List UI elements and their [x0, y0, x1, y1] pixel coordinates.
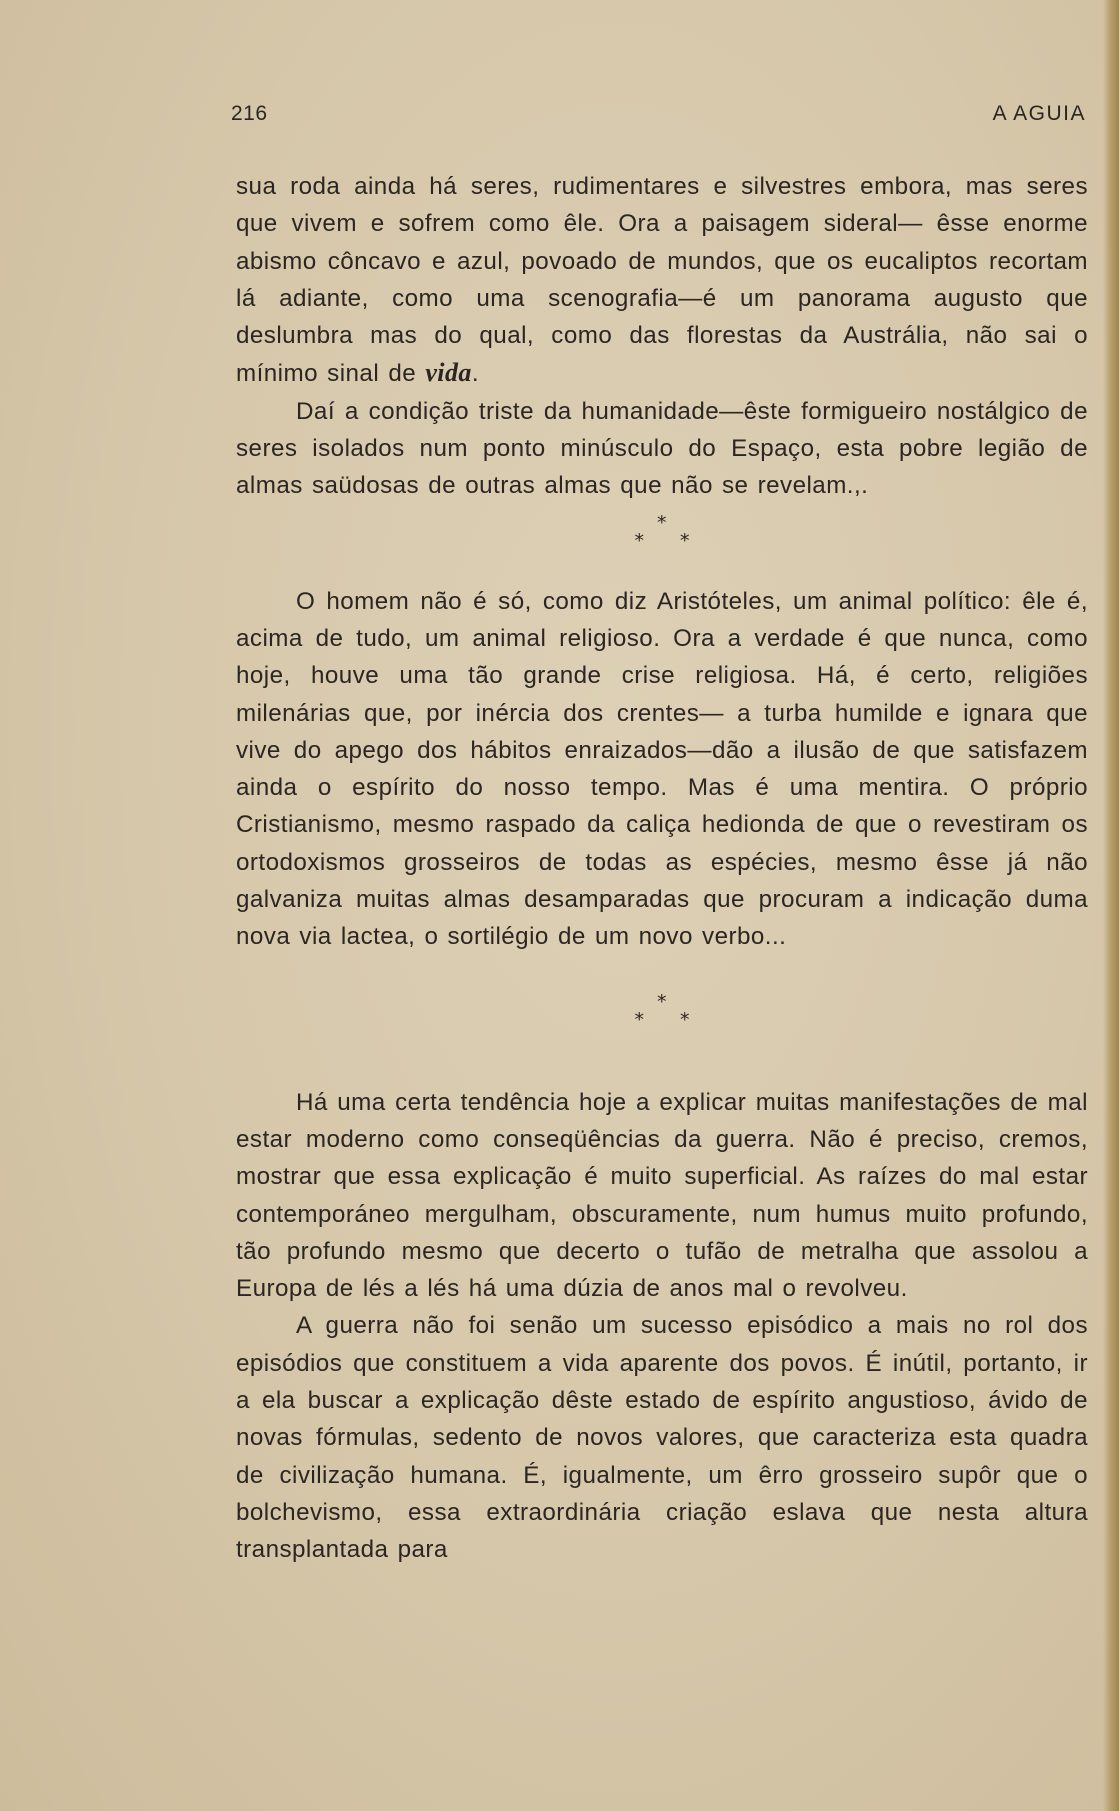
- paragraph-1: [236, 168, 1088, 393]
- page-number: 216: [231, 102, 268, 125]
- section-separator-2: [236, 956, 1088, 1084]
- section-separator-1: [236, 505, 1088, 583]
- paragraph-1-end: .: [471, 360, 480, 388]
- separator-star-top: *: [657, 511, 667, 534]
- page-header: [231, 102, 1086, 136]
- separator-stars-bottom: **: [634, 1008, 726, 1031]
- paragraph-5: A guerra não foi senão um sucesso episódico a mais no rol dos episódios que constituem a vida aparente dos povos. É inútil, portanto, ir a ela buscar a explicação dêste estado de espírito angustioso, ávido de novas fórmulas, sedento de novos valores, que caracteriza esta quadra de civilização humana. É, igualmente, um êrro grosseiro supôr que o bolchevismo, essa extraordinária criação eslava que nesta altura transplantada para: [236, 1312, 1088, 1564]
- paragraph-3: O homem não é só, como diz Aristóteles, um animal político: êle é, acima de tudo, um animal religioso. Ora a verdade é que nunca, como hoje, houve uma tão grande crise religiosa. Há, é certo, religiões milenárias que, por inércia dos crentes— a turba humilde e ignara que vive do apego dos hábitos enraizados—dão a ilusão de que satisfazem ainda o espírito do nosso tempo. Mas é uma mentira. O próprio Cristianismo, mesmo raspado da caliça hedionda de que o revestiram os ortodoxismos grosseiros de todas as espécies, mesmo êsse já não galvaniza muitas almas desamparadas que procuram a indicação duma nova via lactea, o sortilégio de um novo verbo...: [236, 587, 1088, 951]
- paragraph-1-text: sua roda ainda há seres, rudimentares e silvestres embora, mas seres que vivem e sofrem como êle. Ora a paisagem sideral— êsse enorme abismo côncavo e azul, povoado de mundos, que os eucaliptos recortam lá adiante, como uma scenografia—é um panorama augusto que deslumbra mas do qual, como das florestas da Austrália, não sai o mínimo sinal de: [236, 173, 1088, 388]
- paragraph-2: Daí a condição triste da humanidade—êste formigueiro nostálgico de seres isolados num ponto minúsculo do Espaço, esta pobre legião de almas saüdosas de outras almas que não se revelam.,.: [236, 397, 1088, 500]
- body-text: [236, 168, 1088, 1569]
- emphasized-word: vida: [425, 358, 472, 388]
- separator-stars-bottom: **: [634, 529, 726, 552]
- running-title: A AGUIA: [992, 102, 1086, 125]
- page-edge-shadow: [1103, 0, 1119, 1811]
- separator-star-top: *: [657, 990, 667, 1013]
- paragraph-4: Há uma certa tendência hoje a explicar muitas manifestações de mal estar moderno como conseqüências da guerra. Não é preciso, cremos, mostrar que essa explicação é muito superficial. As raízes do mal estar contemporáneo mergulham, obscuramente, num humus muito profundo, tão profundo mesmo que decerto o tufão de metralha que assolou a Europa de lés a lés há uma dúzia de anos mal o revolveu.: [236, 1088, 1088, 1303]
